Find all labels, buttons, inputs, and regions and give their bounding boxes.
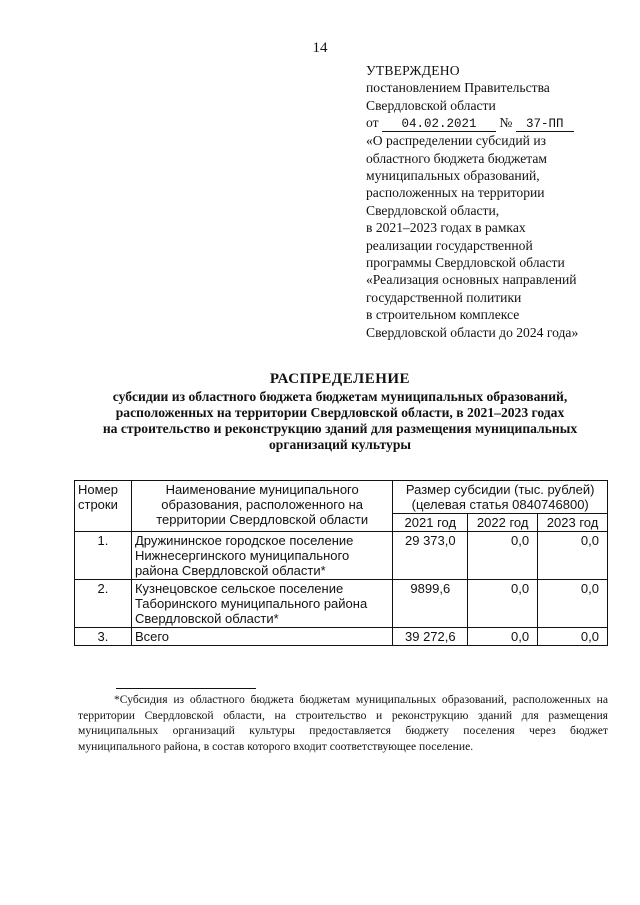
row-number: 1. [75,532,132,580]
row-value-2023: 0,0 [538,628,608,646]
page-number: 14 [312,40,328,56]
row-value-2022: 0,0 [468,532,538,580]
row-value-2023: 0,0 [538,532,608,580]
row-value-2022: 0,0 [468,628,538,646]
approval-title-line: муниципальных образований, [366,168,540,184]
approval-title-line: программы Свердловской области [366,255,565,271]
row-value-2021: 39 272,6 [393,628,468,646]
title-heading: РАСПРЕДЕЛЕНИЕ [269,371,411,387]
approval-title-line: расположенных на территории [366,185,545,201]
subsidy-table [74,480,608,646]
header-year-2021: 2021 год [393,514,468,532]
approval-title-line: Свердловской области, [366,202,500,218]
approval-title-line: «Реализация основных направлений [366,272,577,288]
subtitle-line: на строительство и реконструкцию зданий для размещения муниципальных [102,421,578,436]
title-subtitle [60,389,620,453]
table-header-row [75,481,608,514]
row-number: 2. [75,580,132,628]
header-year-2022: 2022 год [468,514,538,532]
approval-title-line: государственной политики [366,289,522,305]
from-prefix: от [366,115,379,131]
row-value-2022: 0,0 [468,580,538,628]
row-municipality: Дружининское городское поселение Нижнесергинского муниципального района Свердловской области* [131,532,392,580]
row-value-2021: 29 373,0 [393,532,468,580]
approval-title-line: «О распределении субсидий из [366,133,546,149]
approval-title-line: областного бюджета бюджетам [366,150,548,166]
approval-date-line [366,114,628,132]
document-title [60,371,620,453]
table-row [75,580,608,628]
row-value-2021: 9899,6 [393,580,468,628]
table-row-total [75,628,608,646]
header-year-2023: 2023 год [538,514,608,532]
header-subsidy: Размер субсидии (тыс. рублей) (целевая статья 0840746800) [393,481,608,514]
number-prefix: № [499,115,513,131]
footnote-separator [116,688,256,689]
subtitle-line: субсидии из областного бюджета бюджетам муниципальных образований, [112,389,568,404]
row-municipality: Всего [131,628,392,646]
row-value-2023: 0,0 [538,580,608,628]
subtitle-line: организаций культуры [268,437,411,452]
header-municipality: Наименование муниципального образования, расположенного на территории Свердловской области [131,481,392,532]
header-row-number: Номер строки [75,481,132,532]
approval-title-line: в строительном комплексе [366,307,520,323]
approval-stamp [366,62,628,341]
approval-title-line: реализации государственной [366,237,533,253]
approval-number: 37-ПП [516,118,574,132]
approval-line-2: Свердловской области [366,97,496,113]
subtitle-line: расположенных на территории Свердловской области, в 2021–2023 годах [115,405,565,420]
approval-title-line: в 2021–2023 годах в рамках [366,220,526,236]
approval-line-1: постановлением Правительства [366,80,550,96]
table-row [75,532,608,580]
row-municipality: Кузнецовское сельское поселение Таборинского муниципального района Свердловской области* [131,580,392,628]
row-number: 3. [75,628,132,646]
footnote: *Субсидия из областного бюджета бюджетам муниципальных образований, расположенных на территории Свердловской области, на строительство и реконструкцию зданий для размещения муниципальных организаций культуры предоставляется бюджету поселения через бюджет муниципального района, в состав которого входит соответствующее поселение. [78,693,608,753]
approval-heading: УТВЕРЖДЕНО [366,63,460,78]
approval-title-line: Свердловской области до 2024 года» [366,324,579,340]
approval-date: 04.02.2021 [382,118,496,132]
